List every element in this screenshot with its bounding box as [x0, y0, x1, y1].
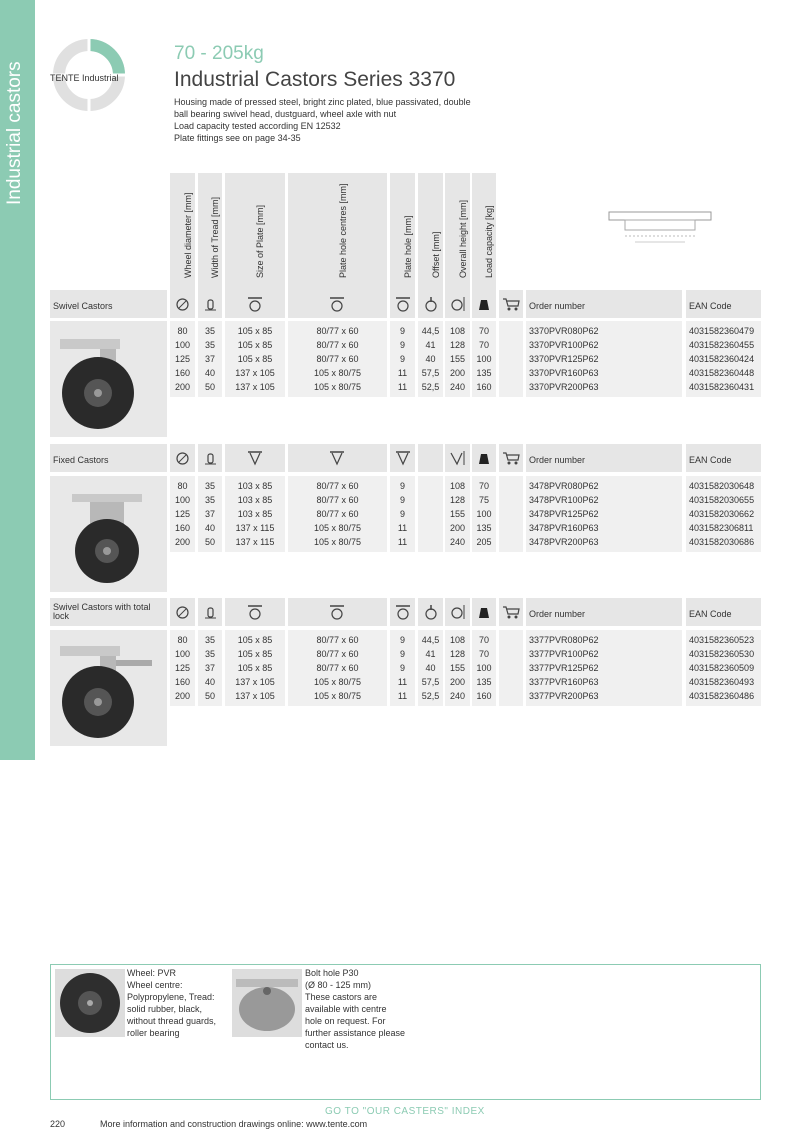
- load-weight-icon: [478, 452, 490, 465]
- ean-header-band: EAN Code: [686, 290, 761, 318]
- order-header-band: Order number: [526, 444, 682, 472]
- col-header-overall-height: Overall height [mm]: [445, 173, 470, 290]
- load-range: 70 - 205kg: [174, 43, 264, 64]
- order-number[interactable]: 3370PVR100P62: [529, 340, 599, 350]
- description-line: Housing made of pressed steel, bright zinc plated, blue passivated, double: [174, 97, 471, 107]
- ean-code: 4031582360455: [689, 340, 755, 350]
- order-number[interactable]: 3377PVR160P63: [529, 677, 599, 687]
- order-header-band: Order number: [526, 598, 682, 626]
- info-box: [50, 964, 761, 1100]
- plate-hole-centres-icon: [328, 604, 346, 620]
- ean-header-band: EAN Code: [686, 444, 761, 472]
- ean-code: 4031582360431: [689, 382, 755, 392]
- ean-code: 4031582360448: [689, 368, 755, 378]
- ean-code: 4031582030686: [689, 537, 755, 547]
- ean-code: 4031582360479: [689, 326, 755, 336]
- col-header-tread-width: Width of Tread [mm]: [198, 173, 222, 290]
- wheel-diameter-icon: [176, 452, 189, 465]
- wheel-diameter-icon: [176, 606, 189, 619]
- order-number[interactable]: 3370PVR200P63: [529, 382, 599, 392]
- order-number[interactable]: 3370PVR160P63: [529, 368, 599, 378]
- plate-hole-centres-icon: [328, 450, 346, 466]
- goto-index-link[interactable]: GO TO "OUR CASTERS" INDEX: [325, 1106, 485, 1117]
- section-band-swivel: Swivel Castors: [50, 290, 167, 318]
- trolley-icon: [502, 297, 520, 311]
- trolley-icon: [502, 605, 520, 619]
- fixed-castor-image: [50, 476, 167, 592]
- order-number[interactable]: 3478PVR200P63: [529, 537, 599, 547]
- col-header-offset: Offset [mm]: [418, 173, 443, 290]
- footer-text: More information and construction drawings online: www.tente.com: [100, 1119, 368, 1129]
- order-number[interactable]: 3370PVR080P62: [529, 326, 599, 336]
- page-number: 220: [50, 1119, 66, 1129]
- side-tab: [0, 0, 35, 760]
- ean-code: 4031582360530: [689, 649, 755, 659]
- fixed-castor-photo: [50, 476, 167, 592]
- swivel-castor-image: [50, 321, 167, 437]
- plate-hole-centres-icon: [328, 296, 346, 312]
- bolt-hole-title: Bolt hole P30: [305, 968, 359, 978]
- total-lock-castor-image: [50, 630, 167, 746]
- castor-drawing-icon: [605, 208, 715, 248]
- ean-code: 4031582030648: [689, 481, 755, 491]
- description: [174, 96, 504, 144]
- description-line: Plate fittings see on page 34-35: [174, 133, 301, 143]
- section-band-fixed: Fixed Castors: [50, 444, 167, 472]
- ean-code: 4031582360486: [689, 691, 755, 701]
- order-number[interactable]: 3377PVR100P62: [529, 649, 599, 659]
- description-line: ball bearing swivel head, dustguard, wheel axle with nut: [174, 109, 397, 119]
- ean-code: 4031582360509: [689, 663, 755, 673]
- side-tab-label: Industrial castors: [4, 61, 25, 205]
- overall-height-icon: [449, 604, 467, 620]
- order-number[interactable]: 3377PVR200P63: [529, 691, 599, 701]
- trolley-icon: [502, 451, 520, 465]
- ean-code: 4031582360523: [689, 635, 755, 645]
- col-header-plate-hole: Plate hole [mm]: [390, 173, 415, 290]
- order-number[interactable]: 3377PVR080P62: [529, 635, 599, 645]
- plate-hole-icon: [394, 604, 412, 620]
- tread-width-icon: [204, 298, 217, 311]
- col-header-wheel-diameter: Wheel diameter [mm]: [170, 173, 195, 290]
- ean-code: 4031582360424: [689, 354, 755, 364]
- order-number[interactable]: 3478PVR080P62: [529, 481, 599, 491]
- tread-width-icon: [204, 452, 217, 465]
- plate-hole-icon: [394, 450, 412, 466]
- order-number[interactable]: 3478PVR100P62: [529, 495, 599, 505]
- order-number[interactable]: 3377PVR125P62: [529, 663, 599, 673]
- swivel-castor-photo: [50, 321, 167, 437]
- col-header-plate-hole-centres: Plate hole centres [mm]: [288, 173, 387, 290]
- plate-size-icon: [246, 604, 264, 620]
- order-header-band: Order number: [526, 290, 682, 318]
- wheel-photo: [55, 969, 125, 1037]
- wheel-diameter-icon: [176, 298, 189, 311]
- plate-hole-icon: [394, 296, 412, 312]
- wheel-info: Wheel: PVR Wheel centre: Polypropylene, Tread: solid rubber, black, without thread guards, roller bearing: [127, 967, 227, 1039]
- load-weight-icon: [478, 298, 490, 311]
- description-line: Load capacity tested according EN 12532: [174, 121, 341, 131]
- plate-size-icon: [246, 450, 264, 466]
- tread-width-icon: [204, 606, 217, 619]
- plate-size-icon: [246, 296, 264, 312]
- bolt-hole-info: Bolt hole P30 (Ø 80 - 125 mm) These castors are available with centre hole on request. For further assistance please contact us.: [305, 967, 415, 1051]
- total-lock-castor-photo: [50, 630, 167, 746]
- load-weight-icon: [478, 606, 490, 619]
- col-header-load-capacity: Load capacity [kg]: [472, 173, 496, 290]
- bolt-hole-image: [232, 969, 302, 1037]
- ean-code: 4031582030662: [689, 509, 755, 519]
- overall-height-icon: [449, 296, 467, 312]
- overall-height-icon: [449, 450, 467, 466]
- bolt-hole-photo: [232, 969, 302, 1037]
- wheel-image: [55, 969, 125, 1037]
- ean-header-band: EAN Code: [686, 598, 761, 626]
- logo-label: TENTE Industrial: [50, 73, 119, 83]
- order-number[interactable]: 3478PVR125P62: [529, 509, 599, 519]
- ean-code: 4031582306811: [689, 523, 754, 533]
- offset-icon: [422, 604, 440, 620]
- offset-icon: [422, 296, 440, 312]
- col-header-plate-size: Size of Plate [mm]: [225, 173, 285, 290]
- order-number[interactable]: 3370PVR125P62: [529, 354, 599, 364]
- section-band-total-lock: Swivel Castors with total lock: [50, 598, 167, 626]
- ean-code: 4031582030655: [689, 495, 755, 505]
- order-number[interactable]: 3478PVR160P63: [529, 523, 599, 533]
- page-title: Industrial Castors Series 3370: [174, 68, 456, 91]
- ean-code: 4031582360493: [689, 677, 755, 687]
- wheel-info-title: Wheel: PVR: [127, 968, 177, 978]
